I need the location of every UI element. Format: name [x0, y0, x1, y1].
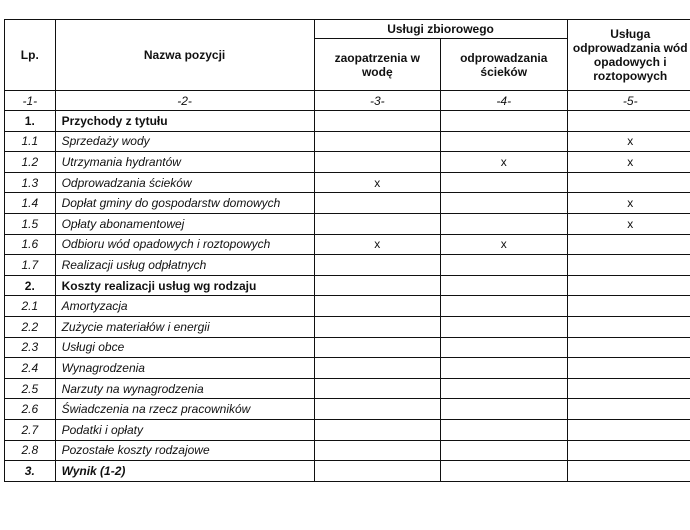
- mark-cell-col4: [441, 131, 567, 152]
- row-number: 2.5: [5, 378, 56, 399]
- row-number: 1.1: [5, 131, 56, 152]
- row-number: 2.7: [5, 419, 56, 440]
- mark-cell-col3: [314, 131, 440, 152]
- row-number: 2.: [5, 275, 56, 296]
- row-name: Realizacji usług odpłatnych: [55, 255, 314, 276]
- row-name: Świadczenia na rzecz pracowników: [55, 399, 314, 420]
- mark-cell-col5: [567, 111, 690, 132]
- mark-cell-col5: x: [567, 193, 690, 214]
- table-row: [5, 399, 690, 420]
- mark-cell-col4: [441, 275, 567, 296]
- mark-cell-col4: [441, 461, 567, 482]
- row-name: Narzuty na wynagrodzenia: [55, 378, 314, 399]
- row-number: 2.1: [5, 296, 56, 317]
- row-name: Pozostałe koszty rodzajowe: [55, 440, 314, 461]
- row-name: Podatki i opłaty: [55, 419, 314, 440]
- row-name: Opłaty abonamentowej: [55, 213, 314, 234]
- column-number: -4-: [441, 91, 567, 111]
- table-row: [5, 131, 690, 152]
- mark-cell-col3: [314, 461, 440, 482]
- mark-cell-col3: [314, 316, 440, 337]
- table-row: [5, 296, 690, 317]
- table-row: [5, 316, 690, 337]
- mark-cell-col3: [314, 440, 440, 461]
- row-number: 3.: [5, 461, 56, 482]
- mark-cell-col3: [314, 213, 440, 234]
- mark-cell-col5: [567, 275, 690, 296]
- mark-cell-col3: [314, 275, 440, 296]
- mark-cell-col4: [441, 213, 567, 234]
- row-name: Koszty realizacji usług wg rodzaju: [55, 275, 314, 296]
- row-number: 1.2: [5, 152, 56, 173]
- header-col4: odprowadzania ścieków: [441, 39, 567, 91]
- mark-cell-col3: [314, 111, 440, 132]
- mark-cell-col3: [314, 152, 440, 173]
- mark-cell-col4: [441, 358, 567, 379]
- mark-cell-col3: [314, 358, 440, 379]
- row-name: Amortyzacja: [55, 296, 314, 317]
- header-col3: zaopatrzenia w wodę: [314, 39, 440, 91]
- mark-cell-col3: [314, 255, 440, 276]
- mark-cell-col5: [567, 378, 690, 399]
- mark-cell-col4: [441, 255, 567, 276]
- row-number: 2.4: [5, 358, 56, 379]
- table-row: [5, 337, 690, 358]
- mark-cell-col5: [567, 255, 690, 276]
- row-number: 1.5: [5, 213, 56, 234]
- table-row: [5, 152, 690, 173]
- row-name: Wynagrodzenia: [55, 358, 314, 379]
- column-number: -5-: [567, 91, 690, 111]
- mark-cell-col4: [441, 419, 567, 440]
- mark-cell-col3: [314, 419, 440, 440]
- mark-cell-col5: [567, 358, 690, 379]
- mark-cell-col5: [567, 440, 690, 461]
- mark-cell-col3: x: [314, 172, 440, 193]
- table-header: [5, 20, 690, 111]
- row-number: 1.6: [5, 234, 56, 255]
- mark-cell-col5: x: [567, 131, 690, 152]
- mark-cell-col4: [441, 316, 567, 337]
- table-row: [5, 234, 690, 255]
- header-name: Nazwa pozycji: [55, 20, 314, 91]
- table-row: [5, 193, 690, 214]
- column-number: -3-: [314, 91, 440, 111]
- header-col5: Usługa odprowadzania wód opadowych i roztopowych: [567, 20, 690, 91]
- mark-cell-col5: [567, 419, 690, 440]
- cost-revenue-table: [4, 19, 690, 482]
- mark-cell-col4: [441, 440, 567, 461]
- table-row: [5, 358, 690, 379]
- row-name: Dopłat gminy do gospodarstw domowych: [55, 193, 314, 214]
- table-row: [5, 213, 690, 234]
- mark-cell-col5: [567, 296, 690, 317]
- mark-cell-col4: x: [441, 234, 567, 255]
- row-number: 1.7: [5, 255, 56, 276]
- row-name: Wynik (1-2): [55, 461, 314, 482]
- row-name: Utrzymania hydrantów: [55, 152, 314, 173]
- mark-cell-col4: [441, 378, 567, 399]
- table-row: [5, 461, 690, 482]
- row-number: 1.3: [5, 172, 56, 193]
- mark-cell-col3: x: [314, 234, 440, 255]
- row-name: Przychody z tytułu: [55, 111, 314, 132]
- table-container: [4, 19, 690, 482]
- mark-cell-col3: [314, 337, 440, 358]
- table-row: [5, 111, 690, 132]
- row-name: Zużycie materiałów i energii: [55, 316, 314, 337]
- mark-cell-col5: x: [567, 152, 690, 173]
- row-name: Sprzedaży wody: [55, 131, 314, 152]
- table-row: [5, 378, 690, 399]
- row-number: 2.8: [5, 440, 56, 461]
- row-number: 1.: [5, 111, 56, 132]
- table-row: [5, 172, 690, 193]
- mark-cell-col4: [441, 172, 567, 193]
- mark-cell-col4: x: [441, 152, 567, 173]
- header-lp: Lp.: [5, 20, 56, 91]
- column-number: -2-: [55, 91, 314, 111]
- row-number: 2.6: [5, 399, 56, 420]
- table-row: [5, 440, 690, 461]
- header-group: Usługi zbiorowego: [314, 20, 567, 39]
- mark-cell-col5: [567, 461, 690, 482]
- mark-cell-col3: [314, 296, 440, 317]
- mark-cell-col3: [314, 378, 440, 399]
- row-number: 2.3: [5, 337, 56, 358]
- mark-cell-col5: [567, 316, 690, 337]
- table-row: [5, 275, 690, 296]
- row-number: 2.2: [5, 316, 56, 337]
- column-number-row: [5, 91, 690, 111]
- mark-cell-col3: [314, 399, 440, 420]
- row-number: 1.4: [5, 193, 56, 214]
- table-row: [5, 419, 690, 440]
- mark-cell-col3: [314, 193, 440, 214]
- mark-cell-col5: [567, 337, 690, 358]
- mark-cell-col4: [441, 296, 567, 317]
- table-body: [5, 111, 690, 482]
- mark-cell-col5: [567, 234, 690, 255]
- column-number: -1-: [5, 91, 56, 111]
- row-name: Usługi obce: [55, 337, 314, 358]
- mark-cell-col4: [441, 399, 567, 420]
- mark-cell-col5: x: [567, 213, 690, 234]
- row-name: Odprowadzania ścieków: [55, 172, 314, 193]
- table-row: [5, 255, 690, 276]
- mark-cell-col5: [567, 399, 690, 420]
- mark-cell-col4: [441, 337, 567, 358]
- mark-cell-col5: [567, 172, 690, 193]
- row-name: Odbioru wód opadowych i roztopowych: [55, 234, 314, 255]
- mark-cell-col4: [441, 193, 567, 214]
- mark-cell-col4: [441, 111, 567, 132]
